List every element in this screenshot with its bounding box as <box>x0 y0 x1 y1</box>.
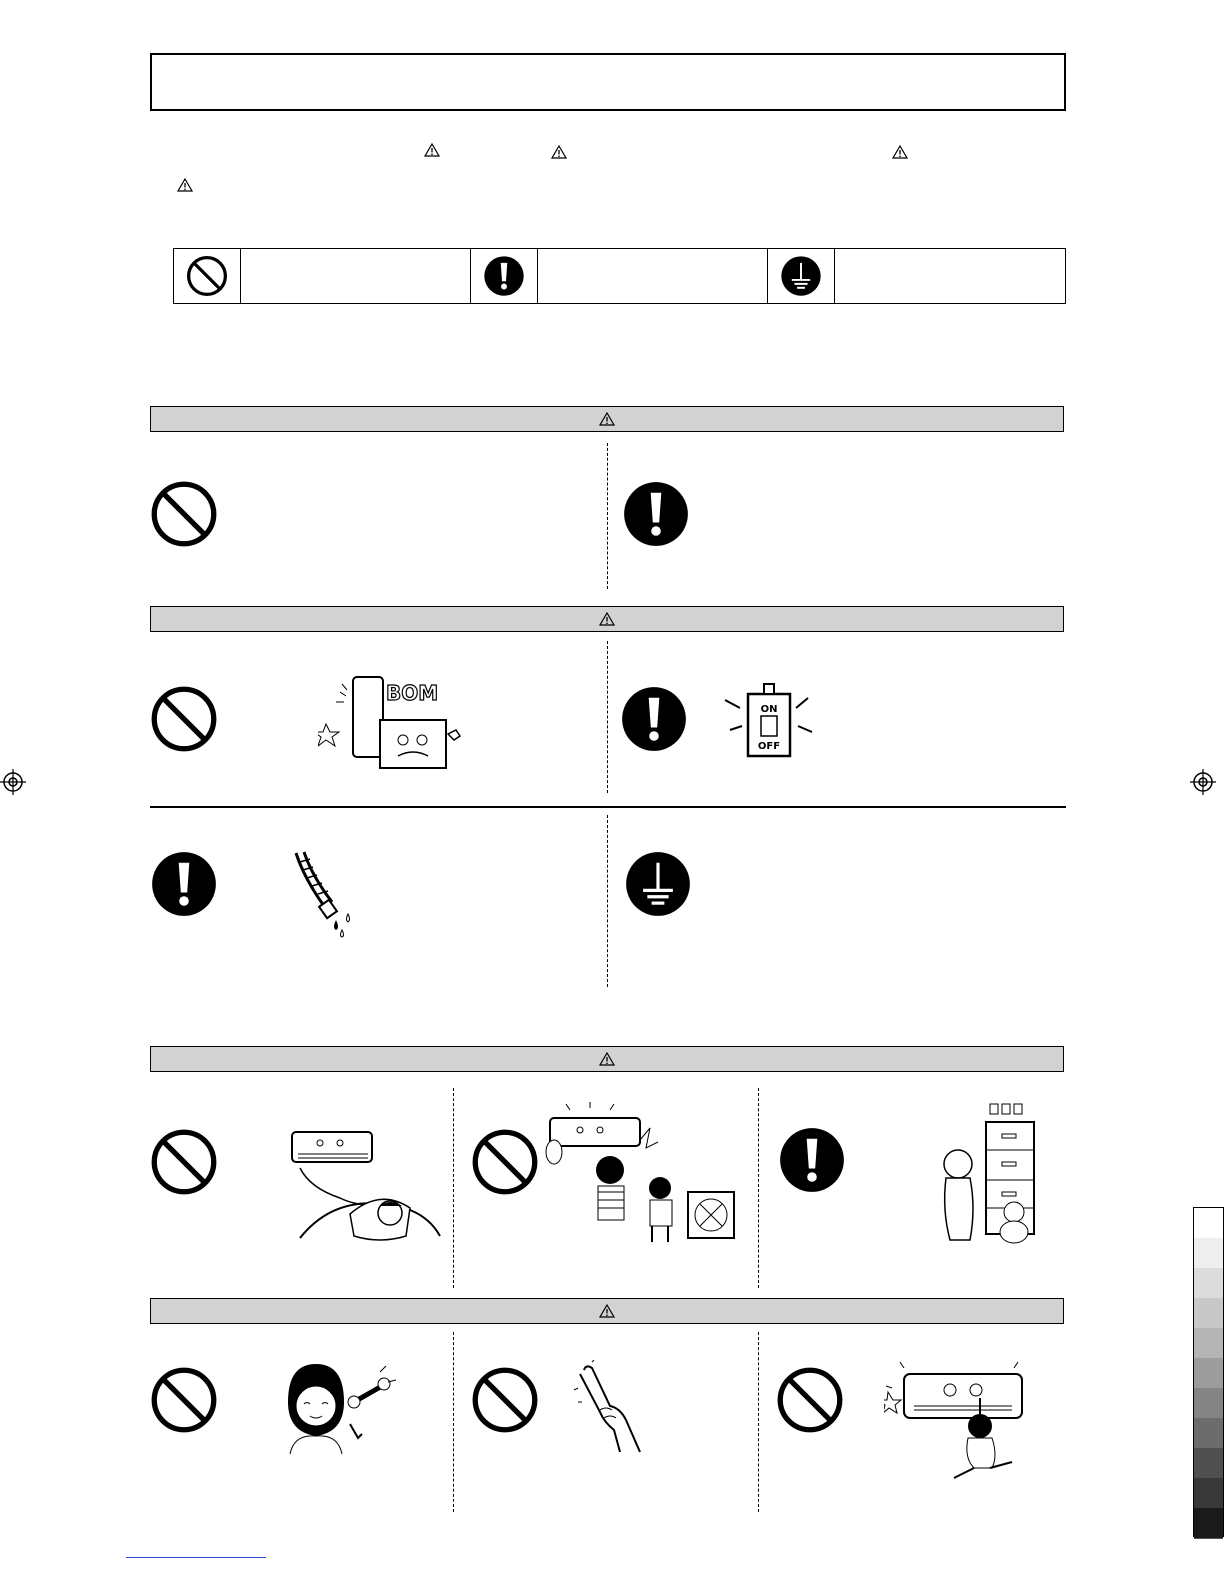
warning-icon <box>892 145 908 159</box>
mandatory-icon <box>620 685 688 753</box>
page-link-underline <box>126 1557 266 1558</box>
ground-icon <box>780 255 822 297</box>
gray-swatch <box>1194 1238 1223 1269</box>
gray-swatch <box>1194 1388 1223 1419</box>
column-divider <box>453 1088 454 1288</box>
page-title-box <box>150 53 1066 111</box>
ground-icon <box>624 850 692 918</box>
caution-icon <box>551 145 567 159</box>
switch-on-label: ON <box>760 704 778 715</box>
section-header-warning-1 <box>150 406 1064 432</box>
gray-swatch <box>1194 1418 1223 1449</box>
mandatory-icon <box>150 850 218 918</box>
prohibit-icon <box>150 685 218 753</box>
mandatory-icon <box>778 1126 846 1194</box>
prohibit-icon <box>471 1128 539 1196</box>
gray-calibration-strip <box>1193 1207 1224 1537</box>
warning-icon <box>599 412 615 426</box>
switch-off-label: OFF <box>757 741 781 752</box>
section-header-warning-2 <box>150 606 1064 632</box>
prohibit-icon <box>150 1128 218 1196</box>
column-divider <box>607 815 608 987</box>
gray-swatch <box>1194 1448 1223 1479</box>
gray-swatch <box>1194 1508 1223 1539</box>
column-divider <box>607 641 608 793</box>
row-divider <box>150 806 1066 808</box>
registration-mark-icon <box>0 769 26 795</box>
warning-icon <box>599 1304 615 1318</box>
power-switch-illustration <box>720 680 820 762</box>
caution-icon <box>177 178 193 192</box>
prohibit-icon <box>150 1366 218 1434</box>
girl-with-wrench-illustration <box>280 1362 400 1456</box>
legend-label-mandatory <box>537 249 768 303</box>
warning-icon <box>599 612 615 626</box>
gray-swatch <box>1194 1268 1223 1299</box>
column-divider <box>607 443 608 589</box>
column-divider <box>758 1088 759 1288</box>
warning-icon <box>599 1052 615 1066</box>
gray-swatch <box>1194 1328 1223 1359</box>
legend-label-ground <box>834 249 1065 303</box>
child-hanging-on-ac-illustration <box>884 1358 1034 1494</box>
sleeping-under-ac-illustration <box>280 1118 442 1246</box>
gray-swatch <box>1194 1358 1223 1389</box>
child-with-dresser-illustration <box>936 1100 1040 1248</box>
mandatory-icon <box>483 255 525 297</box>
bom-label: BOM <box>386 681 439 705</box>
warning-icon <box>424 143 440 157</box>
section-header-caution-2 <box>150 1298 1064 1324</box>
explosion-illustration <box>318 672 478 772</box>
prohibit-icon <box>150 480 218 548</box>
gray-swatch <box>1194 1478 1223 1509</box>
prohibit-icon <box>776 1366 844 1434</box>
children-near-ac-illustration <box>540 1100 750 1250</box>
section-header-caution-1 <box>150 1046 1064 1072</box>
prohibit-icon <box>471 1366 539 1434</box>
legend-label-prohibit <box>240 249 471 303</box>
mandatory-icon <box>622 480 690 548</box>
finger-into-vent-illustration <box>570 1360 650 1454</box>
gray-swatch <box>1194 1298 1223 1329</box>
column-divider <box>758 1332 759 1512</box>
registration-mark-icon <box>1190 769 1216 795</box>
gray-swatch <box>1194 1208 1223 1239</box>
column-divider <box>453 1332 454 1512</box>
drain-hose-illustration <box>290 848 370 938</box>
prohibit-icon <box>186 255 228 297</box>
symbol-legend <box>173 248 1066 304</box>
